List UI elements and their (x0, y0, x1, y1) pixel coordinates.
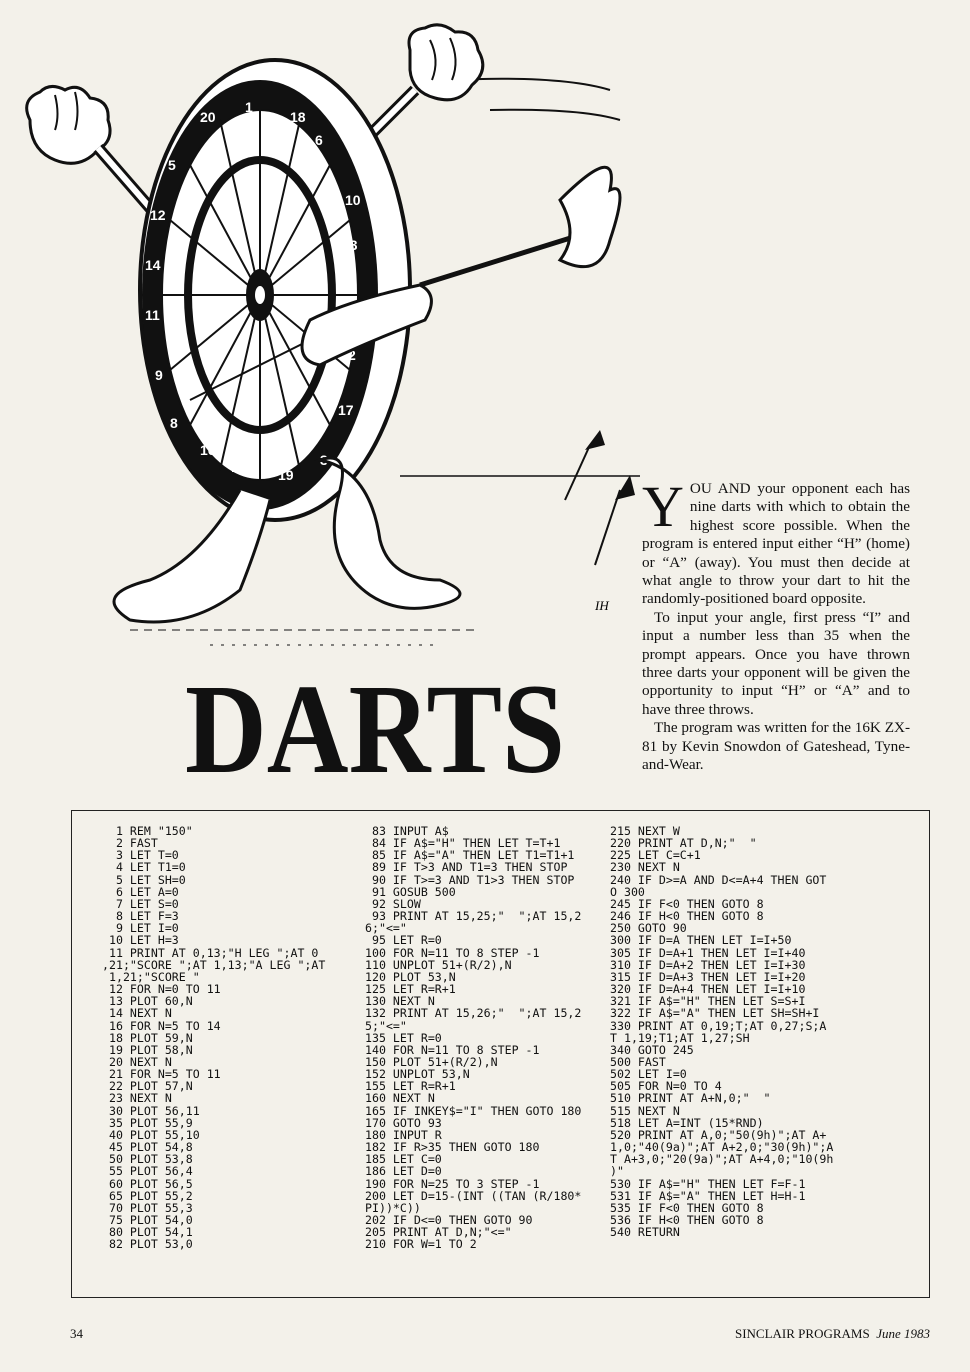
listing-line: 1 REM "150" (102, 824, 193, 838)
listing-line: 120 PLOT 53,N (365, 969, 456, 984)
listing-line: 40 PLOT 55,10 (102, 1127, 200, 1142)
listing-line: 3 LET T=0 (102, 848, 179, 863)
listing-line: 190 FOR N=25 TO 3 STEP -1 (365, 1176, 540, 1191)
intro-paragraph-3: The program was written for the 16K ZX-81 by Kevin Snowdon of Gateshead, Tyne-and-Wear. (642, 719, 910, 774)
listing-line: 505 FOR N=0 TO 4 (610, 1079, 722, 1094)
listing-line: 92 SLOW (365, 896, 421, 911)
listing-line: 80 PLOT 54,1 (102, 1225, 193, 1240)
listing-line: 6 LET A=0 (102, 884, 179, 899)
board-number: 9 (155, 367, 163, 383)
magazine-footer (735, 1326, 930, 1342)
artist-signature: IH (595, 598, 609, 613)
listing-line: 500 FAST (610, 1054, 666, 1069)
listing-line: 110 UNPLOT 51+(R/2),N (365, 957, 512, 972)
listing-line: 6;"<=" (365, 921, 407, 936)
listing-line: 310 IF D=A+2 THEN LET I=I+30 (610, 957, 806, 972)
listing-line: 9 LET I=0 (102, 921, 179, 936)
board-number: 5 (168, 157, 176, 173)
listing-line: 240 IF D>=A AND D<=A+4 THEN GOT (610, 872, 827, 887)
listing-line: 70 PLOT 55,3 (102, 1200, 193, 1215)
board-number: 18 (290, 109, 306, 125)
board-number: 13 (342, 237, 358, 253)
listing-line: 245 IF F<0 THEN GOTO 8 (610, 896, 764, 911)
listing-line: 4 LET T1=0 (102, 860, 186, 875)
listing-line: 65 PLOT 55,2 (102, 1188, 193, 1203)
listing-line: 30 PLOT 56,11 (102, 1103, 200, 1118)
listing-line: 11 PRINT AT 0,13;"H LEG ";AT 0 (102, 945, 319, 960)
listing-line: 315 IF D=A+3 THEN LET I=I+20 (610, 969, 806, 984)
board-number: 10 (345, 192, 361, 208)
listing-line: 22 PLOT 57,N (102, 1079, 193, 1094)
listing-line: 182 IF R>35 THEN GOTO 180 (365, 1140, 540, 1155)
listing-line: 45 PLOT 54,8 (102, 1140, 193, 1155)
board-number: 6 (315, 132, 323, 148)
listing-line: 160 NEXT N (365, 1091, 435, 1106)
listing-line: 180 INPUT R (365, 1127, 442, 1142)
listing-line: T 1,19;T1;AT 1,27;SH (610, 1030, 750, 1045)
listing-line: 330 PRINT AT 0,19;T;AT 0,27;S;A (610, 1018, 827, 1033)
board-number: 1 (245, 99, 253, 115)
listing-line: 85 IF A$="A" THEN LET T1=T1+1 (365, 848, 575, 863)
board-number: 8 (170, 415, 178, 431)
listing-line: 8 LET F=3 (102, 909, 179, 924)
listing-line: 14 NEXT N (102, 1006, 172, 1021)
listing-line: 535 IF F<0 THEN GOTO 8 (610, 1200, 764, 1215)
listing-line: 300 IF D=A THEN LET I=I+50 (610, 933, 792, 948)
listing-line: 220 PRINT AT D,N;" " (610, 836, 757, 851)
listing-line: 502 LET I=0 (610, 1067, 687, 1082)
board-number: 20 (200, 109, 216, 125)
dartboard-illustration (20, 20, 620, 660)
board-number: 7 (230, 459, 238, 475)
listing-line: 210 FOR W=1 TO 2 (365, 1237, 477, 1252)
listing-line: 531 IF A$="A" THEN LET H=H-1 (610, 1188, 806, 1203)
small-dart-icon (565, 430, 635, 565)
listing-line: 18 PLOT 59,N (102, 1030, 193, 1045)
listing-line: 520 PRINT AT A,0;"50(9h)";AT A+ (610, 1127, 827, 1142)
listing-line: 5 LET SH=0 (102, 872, 186, 887)
listing-line: 75 PLOT 54,0 (102, 1213, 193, 1227)
listing-line: 515 NEXT N (610, 1103, 680, 1118)
listing-line: PI))*C)) (365, 1200, 421, 1215)
listing-line: 10 LET H=3 (102, 933, 179, 948)
listing-line: 205 PRINT AT D,N;"<=" (365, 1225, 512, 1240)
listing-line: 50 PLOT 53,8 (102, 1152, 193, 1167)
listing-line: 23 NEXT N (102, 1091, 172, 1106)
listing-column-1 (102, 825, 325, 1250)
listing-line: 12 FOR N=0 TO 11 (102, 982, 221, 997)
title-text: DARTS (185, 658, 565, 800)
listing-line: 152 UNPLOT 53,N (365, 1067, 470, 1082)
listing-line: 16 FOR N=5 TO 14 (102, 1018, 221, 1033)
board-number: 17 (338, 402, 354, 418)
listing-line: 83 INPUT A$ (365, 824, 449, 838)
page-title (180, 658, 570, 800)
listing-line: 21 FOR N=5 TO 11 (102, 1067, 221, 1082)
program-listing (71, 810, 930, 1298)
listing-line: 540 RETURN (610, 1225, 680, 1240)
listing-line: 518 LET A=INT (15*RND) (610, 1115, 764, 1130)
listing-line: 530 IF A$="H" THEN LET F=F-1 (610, 1176, 806, 1191)
listing-line: 510 PRINT AT A+N,0;" " (610, 1091, 771, 1106)
intro-paragraph-2: To input your angle, first press “I” and input a number less than 35 when the prompt appears. Once you have thrown three darts your opponent will be given the opportunity to input “H” or “A” and to have three throws. (642, 608, 910, 718)
listing-line: 321 IF A$="H" THEN LET S=S+I (610, 994, 806, 1009)
listing-line: 60 PLOT 56,5 (102, 1176, 193, 1191)
listing-line: 150 PLOT 51+(R/2),N (365, 1054, 498, 1069)
listing-line: )" (610, 1164, 624, 1179)
listing-line: 20 NEXT N (102, 1054, 172, 1069)
listing-line: ,21;"SCORE ";AT 1,13;"A LEG ";AT (102, 957, 326, 972)
magazine-name: SINCLAIR PROGRAMS (734, 1326, 870, 1341)
listing-column-2 (365, 825, 581, 1250)
listing-line: 35 PLOT 55,9 (102, 1115, 193, 1130)
board-number: 4 (325, 167, 333, 183)
left-glove-icon (27, 86, 165, 225)
listing-line: 82 PLOT 53,0 (102, 1237, 193, 1252)
listing-line: 322 IF A$="A" THEN LET SH=SH+I (610, 1006, 820, 1021)
listing-line: 202 IF D<=0 THEN GOTO 90 (365, 1213, 533, 1227)
listing-line: 165 IF INKEY$="I" THEN GOTO 180 (365, 1103, 582, 1118)
intro-paragraph-1: YOU AND your opponent each has nine darts with which to obtain the highest score possible. When the program is entered input either “H” (home) or “A” (away). You must then decide at what angle to throw your dart to hit the randomly-positioned board opposite. (642, 474, 910, 608)
right-glove-icon (365, 25, 483, 140)
listing-column-3 (610, 825, 833, 1238)
issue-date: June 1983 (876, 1326, 930, 1341)
listing-line: 7 LET S=0 (102, 896, 179, 911)
article-intro (642, 474, 910, 775)
listing-line: 536 IF H<0 THEN GOTO 8 (610, 1213, 764, 1227)
board-number: 12 (150, 207, 166, 223)
listing-line: 91 GOSUB 500 (365, 884, 456, 899)
listing-line: 170 GOTO 93 (365, 1115, 442, 1130)
listing-line: 93 PRINT AT 15,25;" ";AT 15,2 (365, 909, 582, 924)
listing-line: 305 IF D=A+1 THEN LET I=I+40 (610, 945, 806, 960)
listing-line: 2 FAST (102, 836, 158, 851)
board-number: 14 (145, 257, 161, 273)
drop-cap: Y (642, 474, 684, 539)
listing-line: O 300 (610, 884, 645, 899)
listing-line: 186 LET D=0 (365, 1164, 442, 1179)
listing-line: 125 LET R=R+1 (365, 982, 456, 997)
listing-line: 320 IF D=A+4 THEN LET I=I+10 (610, 982, 806, 997)
page-number: 34 (70, 1326, 83, 1341)
listing-line: 89 IF T>3 AND T1=3 THEN STOP (365, 860, 568, 875)
listing-line: 250 GOTO 90 (610, 921, 687, 936)
board-number: 2 (348, 347, 356, 363)
listing-line: 1,21;"SCORE " (102, 969, 200, 984)
listing-line: 95 LET R=0 (365, 933, 442, 948)
listing-line: 155 LET R=R+1 (365, 1079, 456, 1094)
listing-line: 90 IF T>=3 AND T1>3 THEN STOP (365, 872, 575, 887)
listing-line: 19 PLOT 58,N (102, 1042, 193, 1057)
listing-line: 100 FOR N=11 TO 8 STEP -1 (365, 945, 540, 960)
listing-line: 1,0;"40(9a)";AT A+2,0;"30(9h)";A (610, 1140, 834, 1155)
listing-line: 132 PRINT AT 15,26;" ";AT 15,2 (365, 1006, 582, 1021)
listing-line: 246 IF H<0 THEN GOTO 8 (610, 909, 764, 924)
listing-line: 5;"<=" (365, 1018, 407, 1033)
listing-line: 55 PLOT 56,4 (102, 1164, 193, 1179)
listing-line: 340 GOTO 245 (610, 1042, 694, 1057)
listing-line: 225 LET C=C+1 (610, 848, 701, 863)
listing-line: T A+3,0;"20(9a)";AT A+4,0;"10(9h (610, 1152, 834, 1167)
listing-line: 140 FOR N=11 TO 8 STEP -1 (365, 1042, 540, 1057)
listing-line: 230 NEXT N (610, 860, 680, 875)
listing-line: 185 LET C=0 (365, 1152, 442, 1167)
listing-line: 215 NEXT W (610, 824, 680, 838)
listing-line: 13 PLOT 60,N (102, 994, 193, 1009)
listing-line: 130 NEXT N (365, 994, 435, 1009)
board-number: 16 (200, 442, 216, 458)
listing-line: 200 LET D=15-(INT ((TAN (R/180* (365, 1188, 582, 1203)
board-number: 19 (278, 467, 294, 483)
listing-line: 84 IF A$="H" THEN LET T=T+1 (365, 836, 561, 851)
listing-line: 135 LET R=0 (365, 1030, 442, 1045)
board-number: 11 (145, 307, 160, 323)
